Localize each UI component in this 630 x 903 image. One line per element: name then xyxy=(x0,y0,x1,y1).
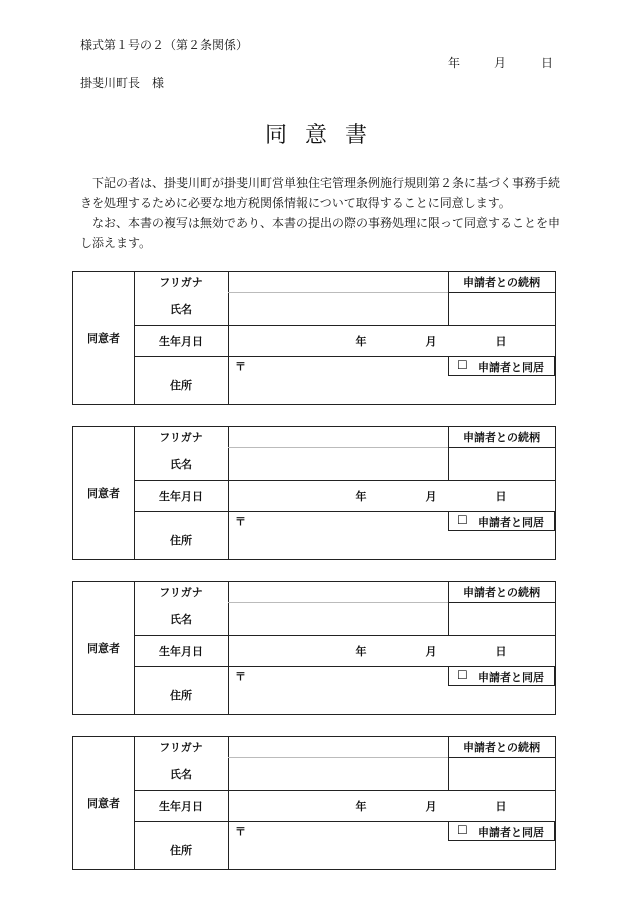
birth-year-field[interactable] xyxy=(305,642,353,660)
furigana-field[interactable] xyxy=(231,584,445,600)
name-field[interactable] xyxy=(231,451,445,477)
postal-mark: 〒 xyxy=(235,670,246,683)
cohabit-checkbox[interactable]: ☐ xyxy=(457,668,468,682)
birth-year-label: 年 xyxy=(355,489,367,503)
postal-mark: 〒 xyxy=(235,825,246,838)
name-label: 氏名 xyxy=(170,767,192,781)
birth-year-field[interactable] xyxy=(305,797,353,815)
name-label: 氏名 xyxy=(170,302,192,316)
furigana-label: フリガナ xyxy=(159,276,203,289)
postal-code-field[interactable] xyxy=(253,668,433,684)
address-field[interactable] xyxy=(231,533,551,555)
birth-month-field[interactable] xyxy=(383,487,423,505)
birth-month-label: 月 xyxy=(425,334,437,348)
address-label: 住所 xyxy=(170,534,192,547)
relationship-field[interactable] xyxy=(451,451,553,477)
consent-paragraph-1: 下記の者は、掛斐川町が掛斐川町営単独住宅管理条例施行規則第２条に基づく事務手続きを処理するために必要な地方税関係情報について取得することに同意します。 xyxy=(80,176,561,210)
addressee: 掛斐川町長 様 xyxy=(80,76,165,90)
address-label: 住所 xyxy=(170,379,192,392)
name-label: 氏名 xyxy=(170,612,192,626)
birth-month-label: 月 xyxy=(425,489,437,503)
cohabit-label: 申請者と同居 xyxy=(478,826,544,839)
birth-year-label: 年 xyxy=(355,644,367,658)
cohabit-label: 申請者と同居 xyxy=(478,671,544,684)
address-label: 住所 xyxy=(170,844,192,857)
postal-mark: 〒 xyxy=(235,360,246,373)
consenter-block xyxy=(72,426,556,560)
form-id: 様式第１号の２（第２条関係） xyxy=(80,38,249,52)
postal-code-field[interactable] xyxy=(253,823,433,839)
birth-day-field[interactable] xyxy=(453,487,493,505)
birth-day-label: 日 xyxy=(495,334,507,348)
relationship-label: 申請者との続柄 xyxy=(463,431,540,444)
furigana-field[interactable] xyxy=(231,739,445,755)
birth-year-label: 年 xyxy=(355,334,367,348)
furigana-label: フリガナ xyxy=(159,741,203,754)
birthdate-label: 生年月日 xyxy=(159,334,203,348)
name-field[interactable] xyxy=(231,761,445,787)
furigana-field[interactable] xyxy=(231,274,445,290)
consenter-block xyxy=(72,736,556,870)
birth-month-field[interactable] xyxy=(383,642,423,660)
birthdate-label: 生年月日 xyxy=(159,799,203,813)
name-field[interactable] xyxy=(231,606,445,632)
consent-paragraph-2: なお、本書の複写は無効であり、本書の提出の際の事務処理に限って同意することを申し添えます。 xyxy=(80,216,561,250)
birth-year-field[interactable] xyxy=(305,332,353,350)
date-day: 日 xyxy=(541,56,554,70)
birth-month-field[interactable] xyxy=(383,797,423,815)
address-label: 住所 xyxy=(170,689,192,702)
birth-year-field[interactable] xyxy=(305,487,353,505)
postal-mark: 〒 xyxy=(235,515,246,528)
consenter-block xyxy=(72,581,556,715)
birth-day-field[interactable] xyxy=(453,332,493,350)
page-title: 同意書 xyxy=(264,123,385,148)
date-month: 月 xyxy=(494,56,507,70)
consenter-label: 同意者 xyxy=(87,487,120,500)
postal-code-field[interactable] xyxy=(253,513,433,529)
consenter-label: 同意者 xyxy=(87,332,120,345)
birthdate-label: 生年月日 xyxy=(159,644,203,658)
relationship-field[interactable] xyxy=(451,606,553,632)
furigana-field[interactable] xyxy=(231,429,445,445)
consenter-label: 同意者 xyxy=(87,797,120,810)
relationship-field[interactable] xyxy=(451,761,553,787)
relationship-label: 申請者との続柄 xyxy=(463,276,540,289)
birth-month-label: 月 xyxy=(425,644,437,658)
address-field[interactable] xyxy=(231,378,551,400)
furigana-label: フリガナ xyxy=(159,431,203,444)
date-year: 年 xyxy=(448,56,461,70)
postal-code-field[interactable] xyxy=(253,358,433,374)
consenter-block xyxy=(72,271,556,405)
name-field[interactable] xyxy=(231,296,445,322)
birth-month-label: 月 xyxy=(425,799,437,813)
cohabit-checkbox[interactable]: ☐ xyxy=(457,513,468,527)
relationship-label: 申請者との続柄 xyxy=(463,586,540,599)
birth-year-label: 年 xyxy=(355,799,367,813)
address-field[interactable] xyxy=(231,688,551,710)
birth-day-label: 日 xyxy=(495,489,507,503)
cohabit-label: 申請者と同居 xyxy=(478,361,544,374)
cohabit-label: 申請者と同居 xyxy=(478,516,544,529)
birth-day-label: 日 xyxy=(495,799,507,813)
furigana-label: フリガナ xyxy=(159,586,203,599)
birth-day-field[interactable] xyxy=(453,642,493,660)
birth-day-label: 日 xyxy=(495,644,507,658)
birth-month-field[interactable] xyxy=(383,332,423,350)
relationship-field[interactable] xyxy=(451,296,553,322)
birthdate-label: 生年月日 xyxy=(159,489,203,503)
relationship-label: 申請者との続柄 xyxy=(463,741,540,754)
cohabit-checkbox[interactable]: ☐ xyxy=(457,823,468,837)
name-label: 氏名 xyxy=(170,457,192,471)
birth-day-field[interactable] xyxy=(453,797,493,815)
cohabit-checkbox[interactable]: ☐ xyxy=(457,358,468,372)
address-field[interactable] xyxy=(231,843,551,865)
consenter-label: 同意者 xyxy=(87,642,120,655)
